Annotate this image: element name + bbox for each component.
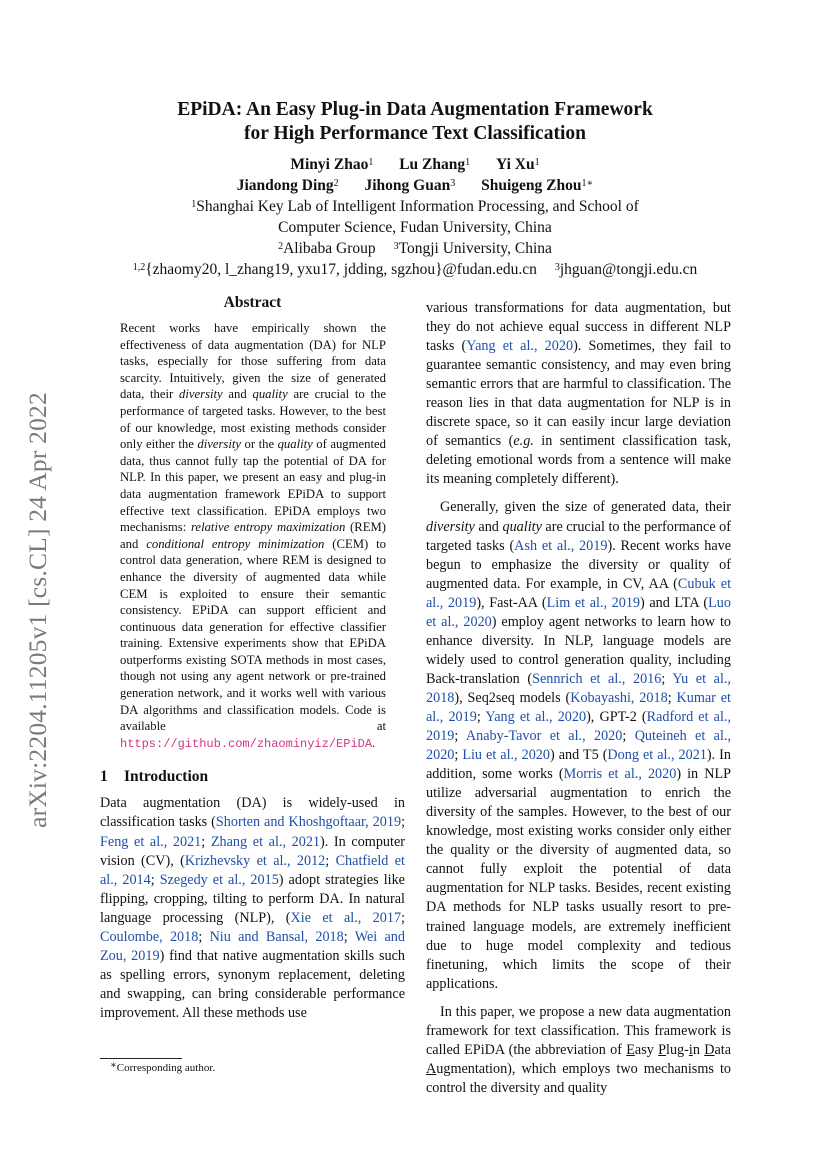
text-run: ) adopt strategies like flipping, cropping, tilting to perform DA. In natural language processing (NLP), ( <box>100 871 405 926</box>
text-run: ; <box>454 728 466 745</box>
intro-paragraph-1 <box>100 794 405 1023</box>
text-run: ata <box>714 1041 731 1058</box>
citation-link[interactable]: Szegedy et al., 2015 <box>159 871 279 888</box>
citation-link[interactable]: Yang et al., 2020 <box>466 338 574 355</box>
title-line-1: EPiDA: An Easy Plug-in Data Augmentation Framework <box>177 99 653 120</box>
text-run: ). Recent works have begun to emphasize the diversity or quality of augmented data. For example, in CV, AA ( <box>426 537 732 592</box>
author-row-2 <box>80 175 750 196</box>
citation-link[interactable]: Quteineh et al., 2020 <box>426 728 731 764</box>
arxiv-stamp <box>16 360 60 860</box>
footnote <box>110 1062 215 1074</box>
abstract-text <box>120 320 386 752</box>
abstract-run: of augmented data, thus cannot fully tap the potential of DA for NLP. In this paper, we present an easy and plug-in data augmentation framework EPiDA to support effective text classification. EPiDA employs two mechanisms: <box>120 437 386 535</box>
citation-link[interactable]: Zhang et al., 2021 <box>210 833 321 850</box>
citation-link[interactable]: Xie et al., 2017 <box>290 909 402 926</box>
email-text: {zhaomy20, l_zhang19, yxu17, jdding, sgzhou}@fudan.edu.cn <box>145 261 537 278</box>
underline-run: A <box>426 1060 437 1077</box>
text-run: In this paper, we propose a new data augmentation framework for text classification. This framework is called EPiDA (the abbreviation of <box>426 1003 731 1058</box>
text-run: ; <box>198 928 210 945</box>
citation-link[interactable]: Ash et al., 2019 <box>514 537 608 554</box>
intro-paragraph-2 <box>426 299 731 489</box>
abstract-run: or the <box>241 437 278 452</box>
right-column <box>426 299 731 1098</box>
arxiv-stamp-text: arXiv:2204.11205v1 [cs.CL] 24 Apr 2022 <box>23 392 53 828</box>
email-sup: 3 <box>554 262 560 273</box>
abstract-italic: conditional entropy minimization <box>146 536 325 551</box>
author-block <box>80 154 750 280</box>
author-name: Jiandong Ding <box>236 177 334 194</box>
intro-paragraph-4 <box>426 1003 731 1098</box>
italic-run: quality <box>502 518 542 535</box>
email-text: jhguan@tongji.edu.cn <box>559 261 698 278</box>
author-sup: 2 <box>333 178 339 189</box>
author-sup: 1∗ <box>581 178 594 189</box>
code-link[interactable]: https://github.com/zhaominyiz/EPiDA <box>120 736 373 751</box>
citation-link[interactable]: Yu et al., 2018 <box>426 670 731 706</box>
text-run: ; <box>150 871 160 888</box>
author-name: Jihong Guan <box>364 177 451 194</box>
text-run: ), Seq2seq models ( <box>454 689 571 706</box>
abstract-italic: diversity <box>179 387 223 402</box>
text-run: ). In addition, some works ( <box>426 747 731 783</box>
text-run: ; <box>454 747 463 764</box>
email-sup: 1,2 <box>132 262 146 273</box>
citation-link[interactable]: Luo et al., 2020 <box>426 594 731 630</box>
citation-link[interactable]: Niu and Bansal, 2018 <box>209 928 344 945</box>
text-run: ) and LTA ( <box>640 594 709 611</box>
citation-link[interactable]: Chatfield et al., 2014 <box>100 852 405 888</box>
text-run: ; <box>401 814 406 831</box>
citation-link[interactable]: Kobayashi, 2018 <box>570 689 668 706</box>
author-name: Yi Xu <box>496 156 535 173</box>
text-run: ), Fast-AA ( <box>476 594 547 611</box>
text-run: Data augmentation (DA) is widely-used in classification tasks ( <box>100 795 405 831</box>
affiliation-text: Computer Science, Fudan University, China <box>278 219 552 236</box>
footnote-rule <box>100 1058 182 1059</box>
intro-paragraph-3 <box>426 498 731 993</box>
paper-title <box>120 98 710 146</box>
text-run: various transformations for data augmentation, but they do not achieve equal success in different NLP tasks ( <box>426 300 731 355</box>
citation-link[interactable]: Kumar et al., 2019 <box>426 689 731 725</box>
section-title: Introduction <box>124 768 209 786</box>
affiliation-sup: 3 <box>393 241 399 252</box>
author-sup: 1 <box>465 157 471 168</box>
underline-run: P <box>658 1041 667 1058</box>
italic-run: diversity <box>426 518 475 535</box>
affiliation-line <box>80 196 750 217</box>
affiliation-sup: 1 <box>191 199 197 210</box>
abstract-italic: quality <box>277 437 313 452</box>
text-run: asy <box>634 1041 659 1058</box>
affiliation-line <box>80 238 750 259</box>
affiliation-text: Alibaba Group <box>283 240 376 257</box>
text-run: ), GPT-2 ( <box>586 708 647 725</box>
text-run: ; <box>661 670 673 687</box>
affiliation-text: Tongji University, China <box>398 240 552 257</box>
citation-link[interactable]: Coulombe, 2018 <box>100 928 199 945</box>
text-run: ; <box>325 852 336 869</box>
text-run: ; <box>476 708 486 725</box>
citation-link[interactable]: Morris et al., 2020 <box>563 766 677 783</box>
abstract-italic: diversity <box>197 437 242 452</box>
text-run: ; <box>401 909 405 926</box>
text-run: lug- <box>666 1041 689 1058</box>
title-line-2: for High Performance Text Classification <box>244 123 586 144</box>
citation-link[interactable]: Yang et al., 2020 <box>485 708 587 725</box>
text-run: ; <box>622 728 635 745</box>
text-run: ). Sometimes, they fail to guarantee semantic consistency, and may even bring semantic errors that are harmful to classification. The reason lies in that data augmentation for NLP is in discrete space, so it can easily incur large deviation of semantics ( <box>426 338 731 450</box>
citation-link[interactable]: Wei and Zou, 2019 <box>100 928 405 964</box>
left-column <box>100 294 405 1023</box>
footnote-text: Corresponding author. <box>116 1062 216 1074</box>
underline-run: E <box>626 1041 635 1058</box>
text-run: ; <box>343 928 355 945</box>
italic-run: e.g. <box>513 433 534 450</box>
text-run: are crucial to the performance of targeted tasks ( <box>426 518 731 554</box>
abstract-run: . <box>372 735 376 750</box>
abstract-run: and <box>222 387 253 402</box>
email-line <box>80 259 750 280</box>
abstract-run: (REM) and <box>120 520 387 551</box>
citation-link[interactable]: Dong et al., 2021 <box>607 747 707 764</box>
citation-link[interactable]: Radford et al., 2019 <box>426 708 732 745</box>
citation-link[interactable]: Cubuk et al., 2019 <box>426 575 732 611</box>
author-sup: 1 <box>368 157 374 168</box>
underline-run: D <box>704 1041 715 1058</box>
affiliation-sup: 2 <box>278 241 284 252</box>
abstract-run: Recent works have empirically shown the effectiveness of data augmentation (DA) for NLP tasks, especially for those suffering from data scarcity. Intuitively, given the size of generated data, their <box>120 321 386 402</box>
text-run: ) find that native augmentation skills such as spelling errors, synonym replacement, deleting and swapping, can bring considerable performance improvement. All these methods use <box>100 947 405 1021</box>
text-run: ; <box>201 833 211 850</box>
author-row-1 <box>80 154 750 175</box>
abstract-heading: Abstract <box>223 294 282 311</box>
citation-link[interactable]: Liu et al., 2020 <box>462 747 550 764</box>
author-sup: 1 <box>534 157 540 168</box>
author-name: Lu Zhang <box>399 156 466 173</box>
citation-link[interactable]: Sennrich et al., 2016 <box>532 670 662 687</box>
citation-link[interactable]: Feng et al., 2021 <box>100 833 202 850</box>
section-number: 1 <box>100 768 108 786</box>
text-run: ) and T5 ( <box>549 747 608 764</box>
citation-link[interactable]: Anaby-Tavor et al., 2020 <box>465 728 623 745</box>
abstract-italic: quality <box>252 387 288 402</box>
author-name: Shuigeng Zhou <box>481 177 582 194</box>
text-run: n <box>692 1041 705 1058</box>
text-run: ) in NLP utilize adversarial augmentation to enrich the diversity of the samples. However, to the best of our knowledge, most existing works consider only either the quality or the diversity of augmented data, so cannot fully exploit the potential of data augmentation for NLP tasks. Besides, recent existing DA methods for NLP tasks usually resort to pre-trained language models, are extremely inefficient due to huge model complexity and tedious finetuning, which limits the scope of their applications. <box>426 766 732 992</box>
citation-link[interactable]: Krizhevsky et al., 2012 <box>184 852 326 869</box>
affiliation-text: Shanghai Key Lab of Intelligent Information Processing, and School of <box>196 198 639 215</box>
text-run: in sentiment classification task, deleting emotional words from a sentence will make its meaning completely different). <box>426 433 731 488</box>
text-run: ) employ agent networks to learn how to enhance diversity. In NLP, language models are widely used to control generation quality, including Back-translation ( <box>426 613 731 687</box>
abstract-italic: relative entropy maximization <box>190 520 346 535</box>
affiliation-line <box>80 217 750 238</box>
text-run: ugmentation), which employs two mechanisms to control the diversity and quality <box>426 1060 731 1096</box>
citation-link[interactable]: Shorten and Khoshgoftaar, 2019 <box>215 814 402 831</box>
footnote-mark: ∗ <box>110 1060 117 1071</box>
text-run: Generally, given the size of generated data, their <box>440 499 731 516</box>
text-run: ; <box>667 689 677 706</box>
abstract-run: (CEM) to control data generation, where REM is designed to enhance the diversity of augmented data while CEM is exploited to ensure their semantic consistency. EPiDA can support efficient and continuous data generation for effective classifier training. Extensive experiments show that EPiDA outperforms existing SOTA methods in most cases, though not using any agent network or pre-trained generation network, and it works well with various DA algorithms and classification models. Code is available at <box>120 536 387 734</box>
underline-run: i <box>688 1041 693 1058</box>
abstract-run: are crucial to the performance of targeted tasks. However, to the best of our knowledge, most existing methods consider only either the <box>120 387 386 452</box>
author-name: Minyi Zhao <box>290 156 369 173</box>
citation-link[interactable]: Lim et al., 2019 <box>546 594 641 611</box>
section-heading-introduction <box>100 768 405 786</box>
author-sup: 3 <box>450 178 456 189</box>
text-run: and <box>474 518 503 535</box>
text-run: ). In computer vision (CV), ( <box>100 833 405 869</box>
